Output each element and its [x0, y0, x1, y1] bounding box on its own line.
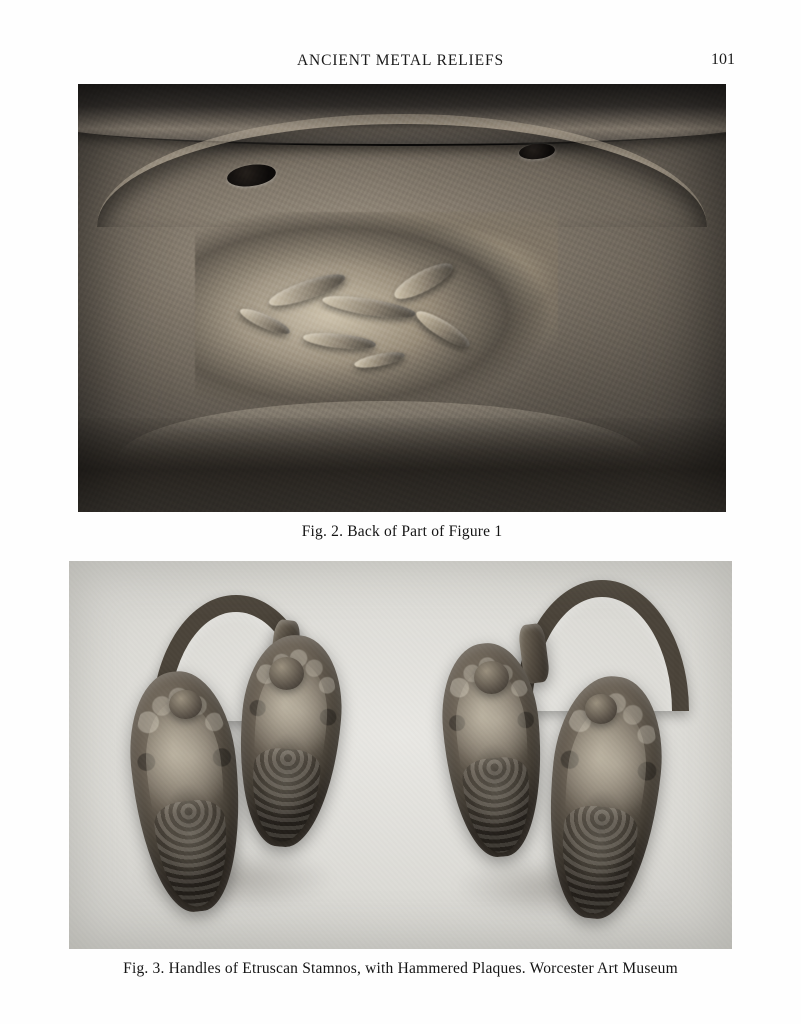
figure-3 — [69, 561, 732, 978]
figure-3-caption: Fig. 3. Handles of Etruscan Stamnos, with Hammered Plaques. Worcester Art Museum — [123, 960, 678, 977]
page-number: 101 — [711, 51, 735, 68]
running-head — [0, 52, 801, 74]
figure-3-image — [69, 561, 732, 949]
running-head-title: ANCIENT METAL RELIEFS — [296, 52, 505, 69]
figure-2-caption: Fig. 2. Back of Part of Figure 1 — [301, 523, 503, 540]
figure-2-image — [78, 84, 726, 512]
figure-2 — [78, 84, 726, 541]
photo-vignette — [78, 84, 726, 512]
photo-vignette — [69, 561, 732, 949]
